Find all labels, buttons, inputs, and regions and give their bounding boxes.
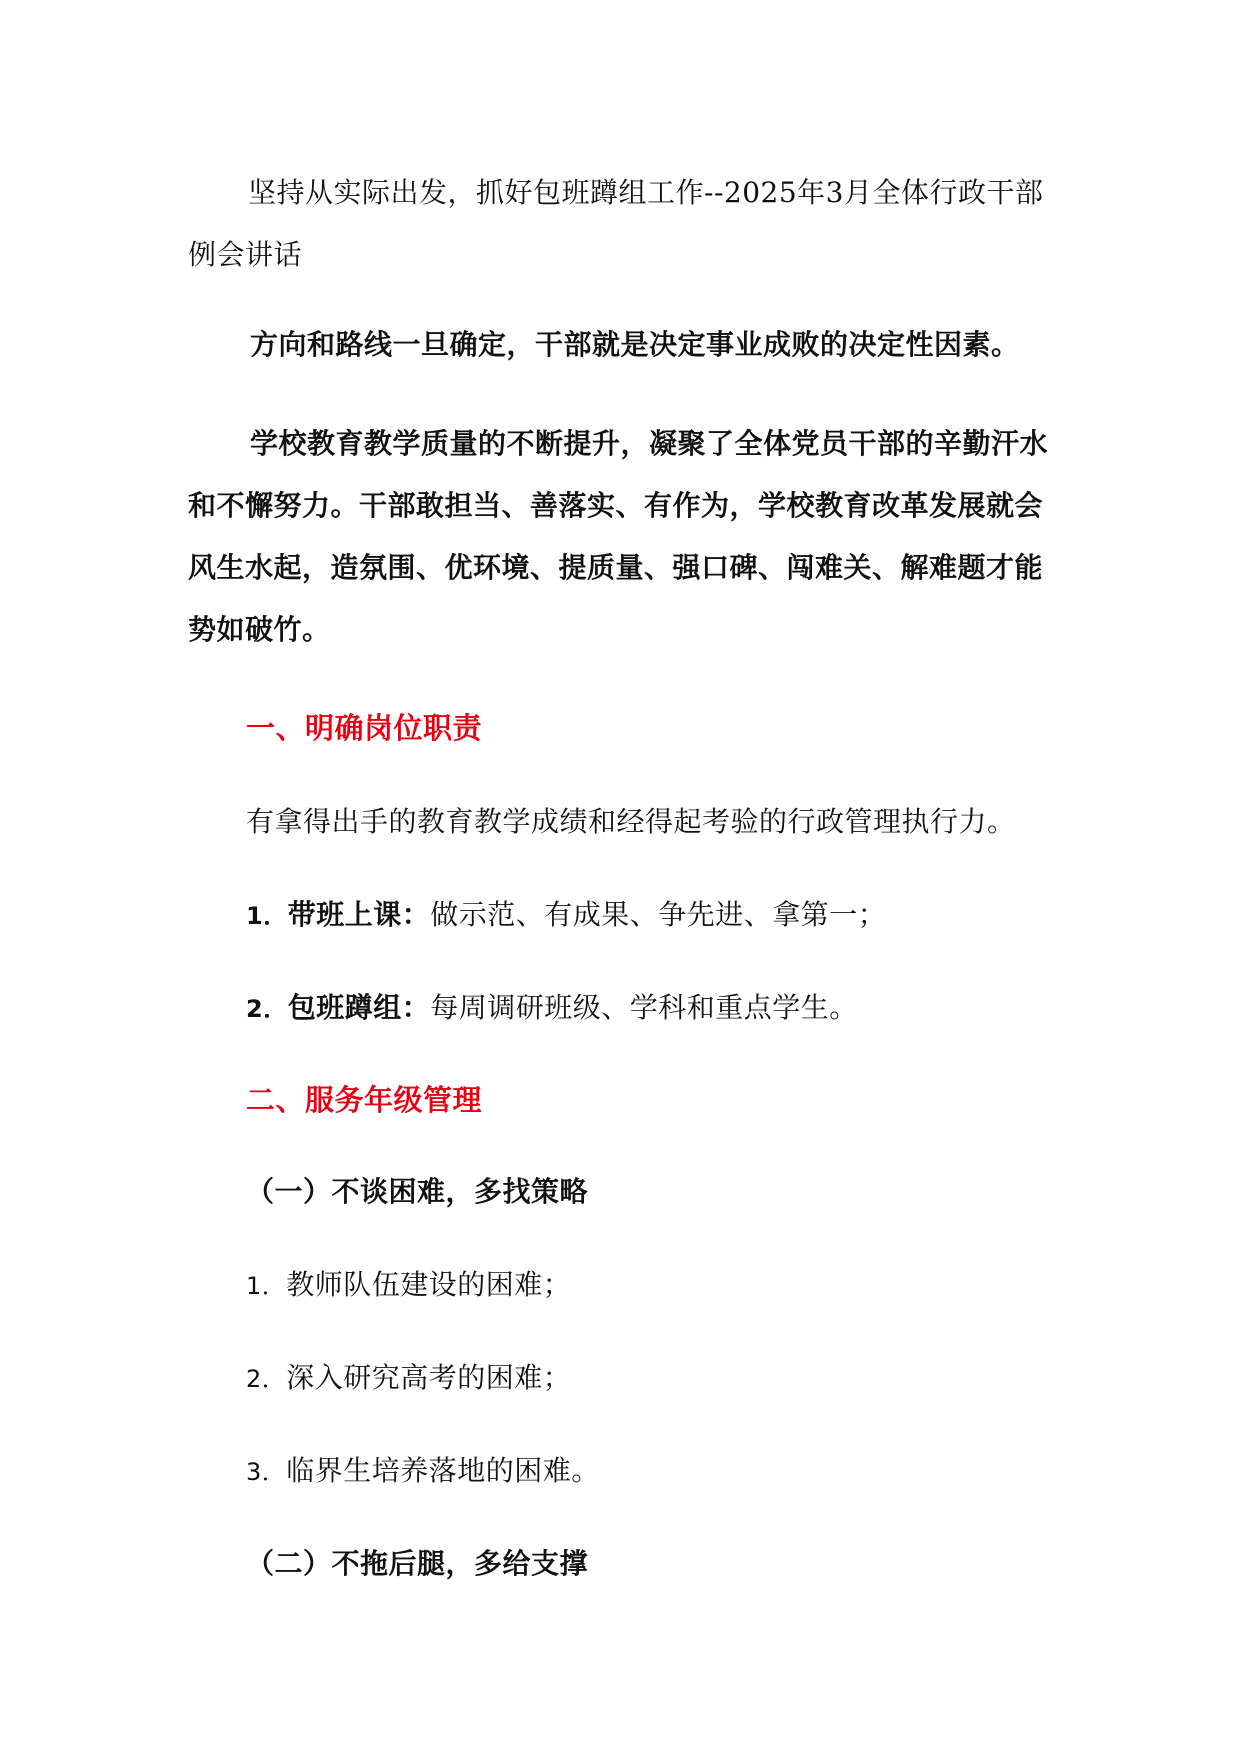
section-2-sub-1-heading: （一）不谈困难，多找策略	[246, 1175, 589, 1208]
item-label: 带班上课：	[287, 898, 431, 931]
item-number: 2．	[246, 1365, 287, 1393]
item-label: 包班蹲组：	[287, 991, 431, 1024]
document-title: 坚持从实际出发，抓好包班蹲组工作--2025年3月全体行政干部例会讲话	[188, 176, 1044, 271]
item-text: 做示范、有成果、争先进、拿第一；	[430, 898, 887, 931]
item-number: 1．	[246, 1272, 287, 1300]
item-number: 1．	[246, 902, 288, 930]
section-1-item-1	[246, 893, 1116, 938]
item-number: 3．	[246, 1458, 287, 1486]
lead-sentence: 方向和路线一旦确定，干部就是决定事业成败的决定性因素。	[250, 328, 1020, 361]
item-text: 深入研究高考的困难；	[286, 1361, 572, 1394]
section-2-heading: 二、服务年级管理	[246, 1083, 483, 1117]
section-1-summary: 有拿得出手的教育教学成绩和经得起考验的行政管理执行力。	[246, 805, 1016, 838]
section-2-sub-1-item-3	[246, 1449, 1116, 1494]
item-number: 2．	[246, 995, 288, 1023]
item-text: 教师队伍建设的困难；	[286, 1268, 572, 1301]
section-1-heading: 一、明确岗位职责	[246, 711, 483, 745]
section-2-sub-1-item-2	[246, 1356, 1116, 1401]
item-text: 每周调研班级、学科和重点学生。	[430, 991, 858, 1024]
section-2-sub-1-item-1	[246, 1263, 1116, 1308]
item-text: 临界生培养落地的困难。	[286, 1454, 600, 1487]
intro-paragraph: 学校教育教学质量的不断提升，凝聚了全体党员干部的辛勤汗水和不懈努力。干部敢担当、善落实、有作为，学校教育改革发展就会风生水起，造氛围、优环境、提质量、强口碑、闯难关、解难题才能势如破竹。	[188, 427, 1049, 646]
section-2-sub-2-heading: （二）不拖后腿，多给支撑	[246, 1547, 589, 1580]
section-1-item-2	[246, 986, 1116, 1031]
